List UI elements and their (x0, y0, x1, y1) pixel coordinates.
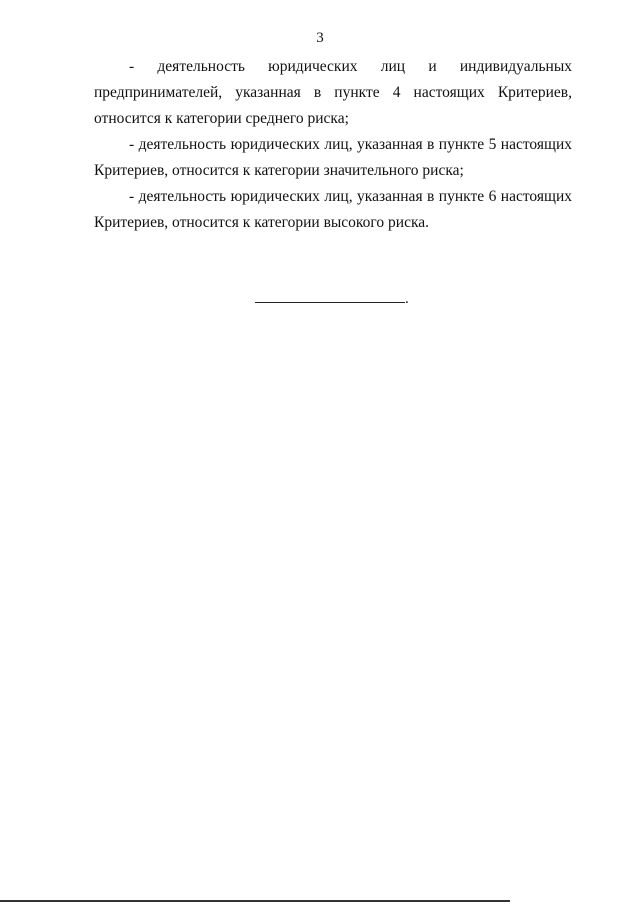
paragraph-medium-risk: - деятельность юридических лиц и индивидуальных предпринимателей, указанная в пункте 4 настоящих Критериев, относится к категории среднего риска; (94, 58, 572, 127)
end-of-document-line (255, 302, 405, 303)
bottom-scan-edge (0, 900, 510, 902)
page-number: 3 (316, 30, 324, 46)
document-body (94, 54, 572, 236)
paragraph-high-risk: - деятельность юридических лиц, указанная в пункте 6 настоящих Критериев, относится к категории высокого риска. (94, 188, 572, 231)
paragraph-significant-risk: - деятельность юридических лиц, указанная в пункте 5 настоящих Критериев, относится к категории значительного риска; (94, 136, 572, 179)
end-of-document-dot: . (405, 291, 409, 307)
